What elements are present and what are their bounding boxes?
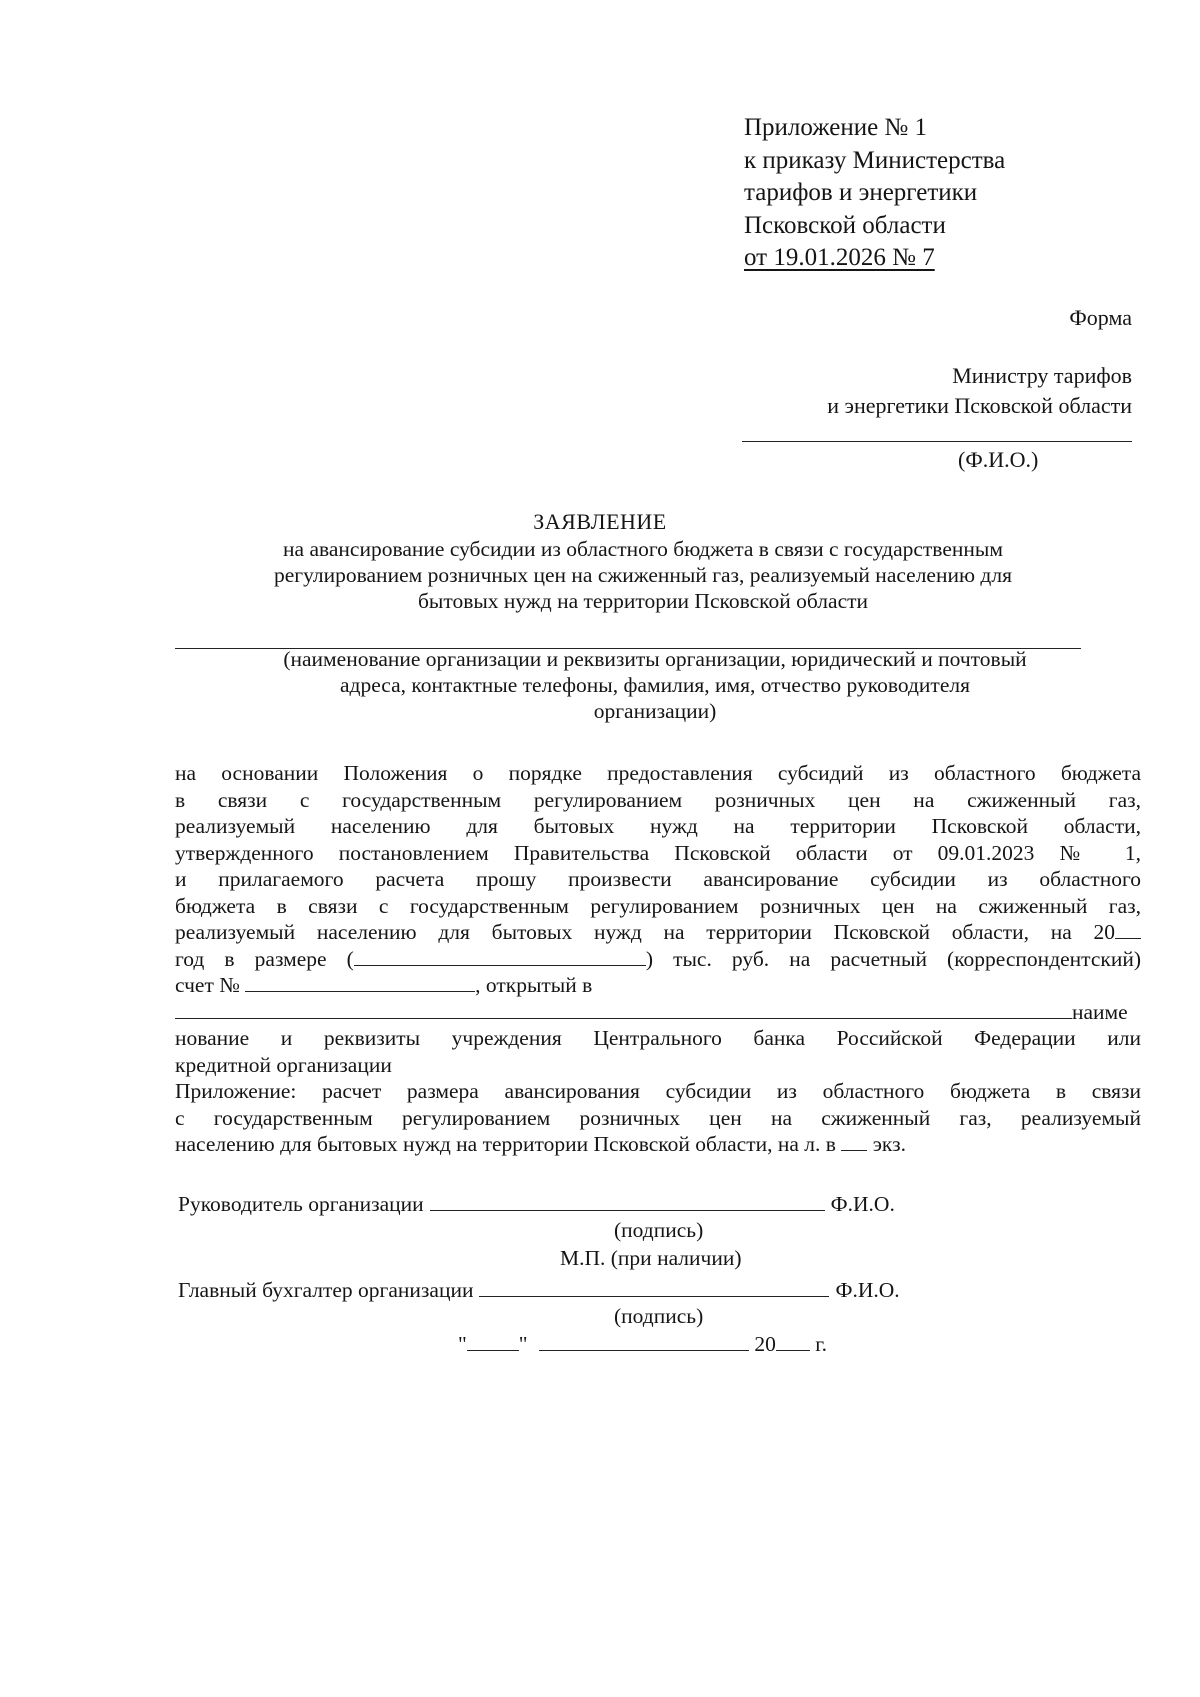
accountant-signature-row (178, 1276, 900, 1303)
date-quote-open: " (458, 1332, 467, 1356)
subtitle-line-1: на авансирование субсидии из областного бюджета в связи с государственным (283, 537, 1003, 561)
accountant-fio: Ф.И.О. (835, 1278, 900, 1302)
year-blank[interactable] (1115, 920, 1141, 939)
body-line-6: бюджета в связи с государственным регулированием розничных цен на сжиженный газ, (175, 894, 1141, 918)
org-caption-line-1: (наименование организации и реквизиты организации, юридический и почтовый (283, 647, 1027, 671)
head-signature-row (178, 1190, 895, 1217)
addressee-line-2: и энергетики Псковской области (827, 393, 1132, 418)
body-line-7-text: реализуемый населению для бытовых нужд на территории Псковской области, на 20 (175, 920, 1115, 944)
amount-blank[interactable] (354, 947, 646, 966)
document-subtitle (230, 536, 1056, 614)
appendix-line-1: Приложение № 1 (744, 114, 928, 141)
appendix-header (744, 112, 1005, 275)
body-line-8 (175, 946, 1141, 972)
body-line-14: с государственным регулированием розничных цен на сжиженный газ, реализуемый (175, 1106, 1141, 1130)
account-number-blank[interactable] (245, 973, 475, 992)
head-fio: Ф.И.О. (830, 1192, 895, 1216)
amount-label: год в размере ( (175, 947, 354, 971)
head-signature-line[interactable] (430, 1190, 825, 1211)
body-line-9 (175, 972, 1141, 998)
attachment-copies-label: экз. (872, 1132, 906, 1156)
appendix-line-4: Псковской области (744, 211, 946, 239)
date-year-blank[interactable] (776, 1332, 810, 1351)
appendix-line-2: к приказу Министерства (744, 146, 1006, 174)
body-line-7 (175, 919, 1141, 945)
body-line-1: на основании Положения о порядке предоставления субсидий из областного бюджета (175, 761, 1141, 785)
attachment-pages-label: населению для бытовых нужд на территории Псковской области, на л. в (175, 1132, 836, 1156)
addressee-fio-line[interactable] (742, 441, 1132, 442)
appendix-line-3: тарифов и энергетики (744, 179, 978, 206)
addressee-fio-caption: (Ф.И.О.) (958, 447, 1039, 472)
date-year-suffix: г. (815, 1332, 827, 1356)
body-line-12: кредитной организации (175, 1053, 392, 1077)
date-month-blank[interactable] (539, 1332, 749, 1351)
copies-blank[interactable] (841, 1132, 867, 1151)
head-signature-caption: (подпись) (614, 1218, 704, 1242)
accountant-signature-caption: (подпись) (614, 1304, 704, 1328)
subtitle-line-2: регулированием розничных цен на сжиженный газ, реализуемый населению для (274, 563, 1012, 587)
addressee-block (827, 361, 1132, 421)
date-day-blank[interactable] (467, 1332, 519, 1351)
body-line-3: реализуемый населению для бытовых нужд на территории Псковской области, (175, 814, 1141, 838)
date-row (458, 1332, 827, 1357)
organization-caption (225, 646, 1085, 724)
accountant-signature-line[interactable] (479, 1276, 829, 1297)
addressee-line-1: Министру тарифов (952, 363, 1132, 388)
body-line-10 (175, 999, 1141, 1025)
appendix-order-date: от 19.01.2026 № 7 (744, 244, 935, 271)
body-line-13: Приложение: расчет размера авансирования субсидии из областного бюджета в связи (175, 1079, 1141, 1103)
body-line-4: утвержденного постановлением Правительства Псковской области от 09.01.2023 № 1, (175, 841, 1141, 865)
bank-name-hint: наиме (1072, 1000, 1128, 1024)
amount-suffix: ) тыс. руб. на расчетный (корреспондентский) (645, 947, 1141, 971)
body-line-5: и прилагаемого расчета прошу произвести авансирование субсидии из областного (175, 867, 1141, 891)
account-label: счет № (175, 973, 240, 997)
subtitle-line-3: бытовых нужд на территории Псковской области (417, 589, 869, 613)
accountant-label: Главный бухгалтер организации (178, 1278, 474, 1302)
seal-caption: М.П. (при наличии) (560, 1246, 742, 1270)
document-title: ЗАЯВЛЕНИЕ (533, 509, 667, 534)
body-line-11: нование и реквизиты учреждения Центрального банка Российской Федерации или (175, 1026, 1141, 1050)
org-caption-line-2: адреса, контактные телефоны, фамилия, имя, отчество руководителя (340, 673, 970, 697)
body-line-15 (175, 1131, 1141, 1157)
form-label: Форма (1069, 305, 1132, 330)
org-caption-line-3: организации) (593, 699, 717, 723)
head-label: Руководитель организации (178, 1192, 424, 1216)
account-opened-in: , открытый в (475, 973, 593, 997)
bank-name-blank[interactable] (175, 1000, 1072, 1019)
date-year-prefix: 20 (754, 1332, 776, 1356)
body-line-2: в связи с государственным регулированием розничных цен на сжиженный газ, (175, 788, 1141, 812)
date-quote-close: " (518, 1332, 528, 1356)
